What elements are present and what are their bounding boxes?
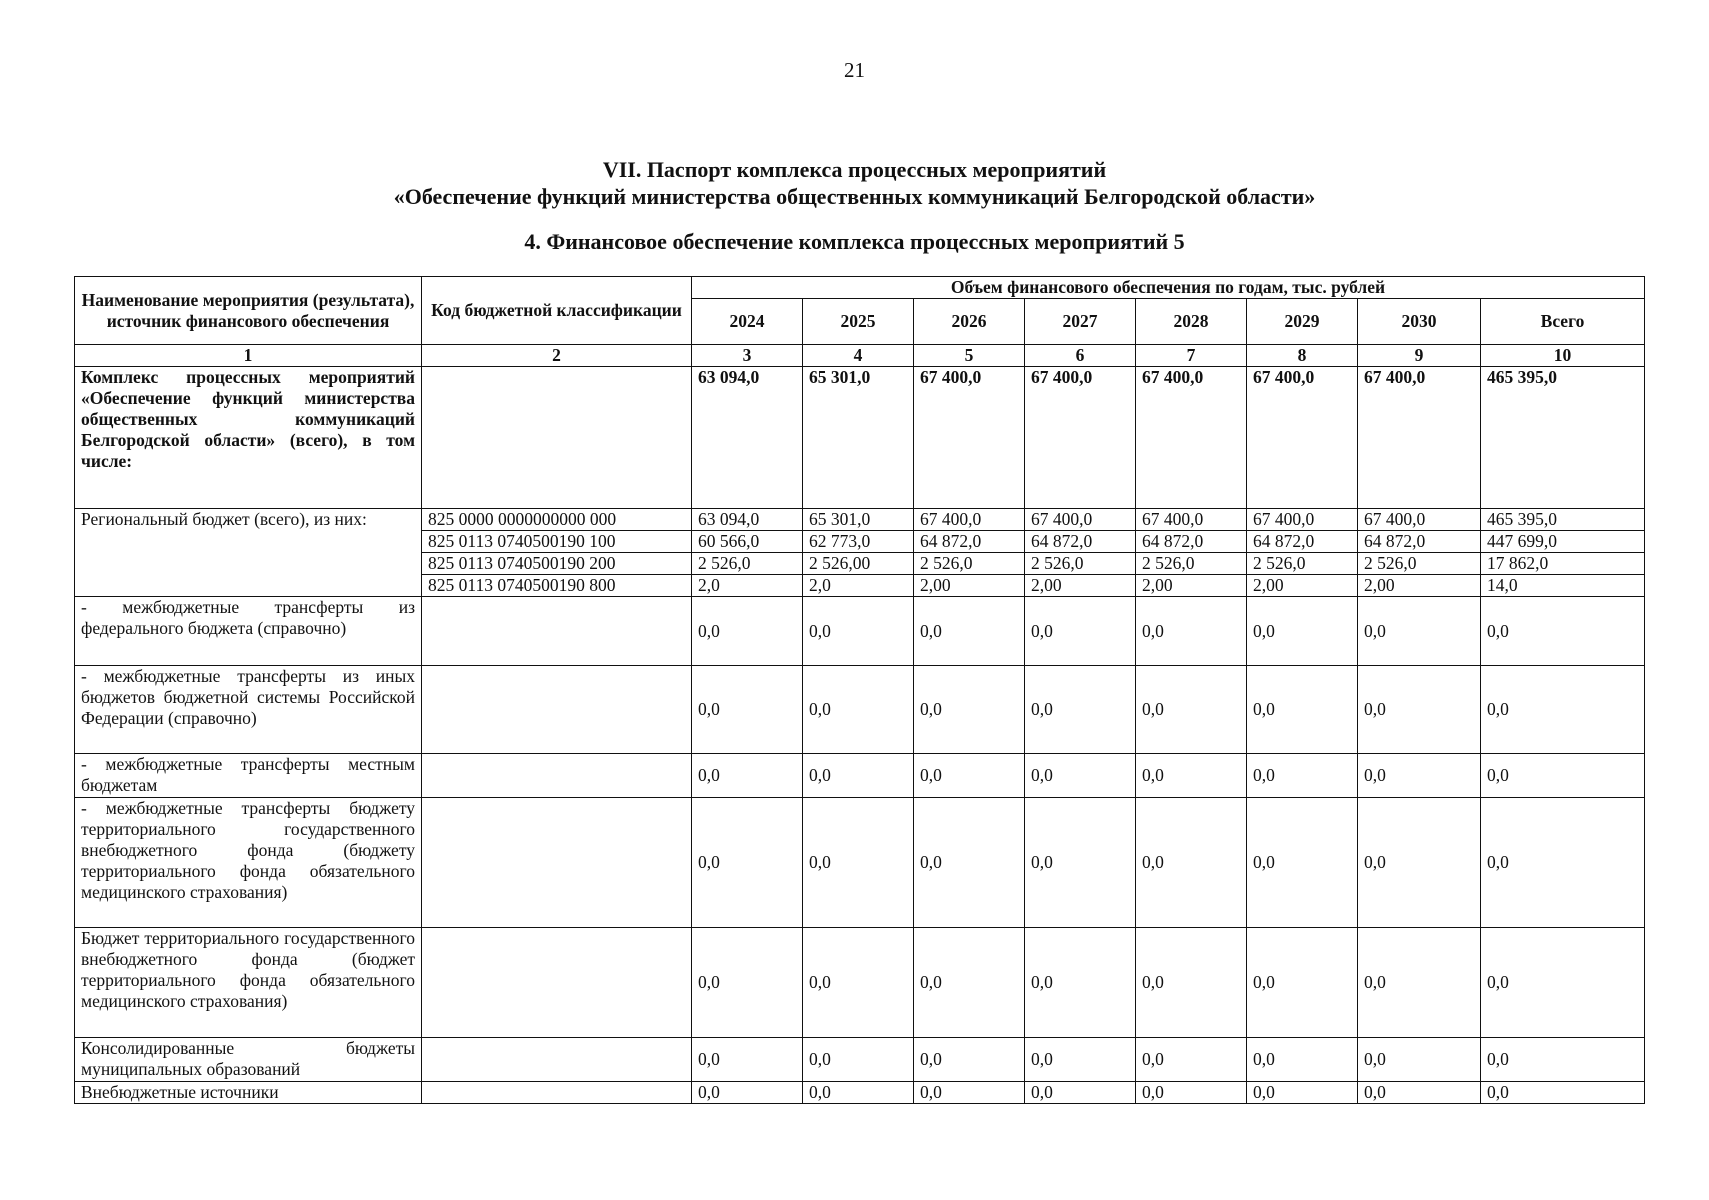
value-cell: 0,0 [1136,666,1247,754]
value-cell: 0,0 [803,666,914,754]
column-index: 10 [1481,345,1645,367]
value-cell: 67 400,0 [914,509,1025,531]
extrabudgetary-code [422,1082,692,1104]
value-cell: 2 526,0 [1247,553,1358,575]
transfer-name: - межбюджетные трансферты бюджету территориального государственного внебюджетного фонда (бюджету территориального фонда обязательного медицинского страхования) [75,798,422,928]
value-cell: 67 400,0 [1358,367,1481,509]
value-cell: 0,0 [692,1082,803,1104]
value-cell: 2 526,00 [803,553,914,575]
value-cell: 0,0 [692,1038,803,1082]
value-cell: 0,0 [1247,798,1358,928]
value-cell: 0,0 [1136,597,1247,666]
budget-code: 825 0113 0740500190 100 [422,531,692,553]
passport-title: VII. Паспорт комплекса процессных мероприятий [602,157,1107,182]
header-year: 2029 [1247,299,1358,345]
value-cell: 0,0 [803,928,914,1038]
transfer-row [75,798,1645,928]
header-year: 2027 [1025,299,1136,345]
value-cell: 0,0 [692,597,803,666]
value-cell: 0,0 [914,597,1025,666]
value-cell: 64 872,0 [1025,531,1136,553]
fund-budget-code [422,928,692,1038]
column-index: 3 [692,345,803,367]
header-year: 2028 [1136,299,1247,345]
value-cell: 64 872,0 [914,531,1025,553]
value-cell: 67 400,0 [914,367,1025,509]
complex-name: Комплекс процессных мероприятий «Обеспечение функций министерства общественных коммуникаций Белгородской области» (всего), в том числе: [75,367,422,509]
total-cell: 447 699,0 [1481,531,1645,553]
column-index: 4 [803,345,914,367]
value-cell: 0,0 [1247,1038,1358,1082]
extrabudgetary-row [75,1082,1645,1104]
value-cell: 2,0 [803,575,914,597]
value-cell: 2 526,0 [692,553,803,575]
value-cell: 0,0 [1025,754,1136,798]
budget-code: 825 0113 0740500190 200 [422,553,692,575]
value-cell: 0,0 [1025,1082,1136,1104]
value-cell: 0,0 [1136,754,1247,798]
value-cell: 0,0 [914,798,1025,928]
value-cell: 0,0 [1247,754,1358,798]
column-index: 8 [1247,345,1358,367]
header-year: 2025 [803,299,914,345]
total-cell: 0,0 [1481,666,1645,754]
value-cell: 0,0 [1025,597,1136,666]
total-cell: 0,0 [1481,1038,1645,1082]
value-cell: 65 301,0 [803,367,914,509]
value-cell: 0,0 [692,928,803,1038]
total-cell: 0,0 [1481,798,1645,928]
header-volume-group: Объем финансового обеспечения по годам, тыс. рублей [692,277,1645,299]
total-cell: 465 395,0 [1481,509,1645,531]
header-total: Всего [1481,299,1645,345]
value-cell: 0,0 [692,666,803,754]
value-cell: 2 526,0 [1358,553,1481,575]
value-cell: 0,0 [1358,666,1481,754]
value-cell: 0,0 [914,1082,1025,1104]
value-cell: 0,0 [1136,798,1247,928]
value-cell: 67 400,0 [1247,509,1358,531]
value-cell: 0,0 [692,798,803,928]
total-cell: 465 395,0 [1481,367,1645,509]
total-cell: 0,0 [1481,1082,1645,1104]
value-cell: 0,0 [914,1038,1025,1082]
transfer-row [75,597,1645,666]
fund-budget-row [75,928,1645,1038]
value-cell: 0,0 [803,597,914,666]
total-cell: 17 862,0 [1481,553,1645,575]
value-cell: 0,0 [692,754,803,798]
transfer-row [75,754,1645,798]
value-cell: 0,0 [1025,798,1136,928]
value-cell: 0,0 [803,798,914,928]
value-cell: 0,0 [1136,1082,1247,1104]
column-index: 2 [422,345,692,367]
budget-code: 825 0000 0000000000 000 [422,509,692,531]
value-cell: 0,0 [803,754,914,798]
value-cell: 0,0 [1025,1038,1136,1082]
value-cell: 0,0 [1247,928,1358,1038]
header-year: 2030 [1358,299,1481,345]
value-cell: 0,0 [1358,928,1481,1038]
financial-table [74,276,1645,1104]
value-cell: 0,0 [914,666,1025,754]
value-cell: 67 400,0 [1025,367,1136,509]
value-cell: 0,0 [803,1038,914,1082]
value-cell: 2 526,0 [914,553,1025,575]
value-cell: 0,0 [1025,928,1136,1038]
value-cell: 64 872,0 [1136,531,1247,553]
total-cell: 0,0 [1481,928,1645,1038]
value-cell: 2 526,0 [1136,553,1247,575]
value-cell: 2,00 [1136,575,1247,597]
extrabudgetary-name: Внебюджетные источники [75,1082,422,1104]
value-cell: 0,0 [1025,666,1136,754]
regional-budget-row [75,509,1645,531]
complex-code [422,367,692,509]
value-cell: 62 773,0 [803,531,914,553]
header-year: 2026 [914,299,1025,345]
fund-budget-name: Бюджет территориального государственного внебюджетного фонда (бюджет территориального фонда обязательного медицинского страхования) [75,928,422,1038]
value-cell: 67 400,0 [1136,509,1247,531]
budget-code: 825 0113 0740500190 800 [422,575,692,597]
column-index: 1 [75,345,422,367]
value-cell: 63 094,0 [692,367,803,509]
value-cell: 2 526,0 [1025,553,1136,575]
value-cell: 67 400,0 [1358,509,1481,531]
value-cell: 63 094,0 [692,509,803,531]
header-name-col: Наименование мероприятия (результата), источник финансового обеспечения [75,277,422,345]
transfer-code [422,798,692,928]
value-cell: 0,0 [1358,798,1481,928]
value-cell: 2,00 [1358,575,1481,597]
value-cell: 0,0 [1247,597,1358,666]
regional-budget-name: Региональный бюджет (всего), из них: [75,509,422,597]
value-cell: 2,00 [1025,575,1136,597]
value-cell: 0,0 [914,928,1025,1038]
value-cell: 64 872,0 [1247,531,1358,553]
value-cell: 65 301,0 [803,509,914,531]
value-cell: 2,00 [1247,575,1358,597]
index-row [75,345,1645,367]
municipal-budgets-name: Консолидированные бюджеты муниципальных образований [75,1038,422,1082]
transfer-code [422,597,692,666]
municipal-budgets-code [422,1038,692,1082]
transfer-code [422,666,692,754]
transfer-code [422,754,692,798]
total-cell: 14,0 [1481,575,1645,597]
value-cell: 64 872,0 [1358,531,1481,553]
value-cell: 67 400,0 [1247,367,1358,509]
transfer-row [75,666,1645,754]
passport-subtitle: «Обеспечение функций министерства общественных коммуникаций Белгородской области» [393,184,1316,209]
transfer-name: - межбюджетные трансферты из иных бюджетов бюджетной системы Российской Федерации (справочно) [75,666,422,754]
municipal-budgets-row [75,1038,1645,1082]
value-cell: 0,0 [1358,1082,1481,1104]
value-cell: 0,0 [803,1082,914,1104]
value-cell: 0,0 [1136,928,1247,1038]
transfer-name: - межбюджетные трансферты из федерального бюджета (справочно) [75,597,422,666]
value-cell: 0,0 [1247,666,1358,754]
section-title: 4. Финансовое обеспечение комплекса процессных мероприятий 5 [524,229,1185,254]
value-cell: 0,0 [1358,597,1481,666]
column-index: 5 [914,345,1025,367]
header-year: 2024 [692,299,803,345]
column-index: 6 [1025,345,1136,367]
value-cell: 0,0 [1136,1038,1247,1082]
value-cell: 60 566,0 [692,531,803,553]
value-cell: 2,0 [692,575,803,597]
transfer-name: - межбюджетные трансферты местным бюджетам [75,754,422,798]
value-cell: 0,0 [1247,1082,1358,1104]
total-cell: 0,0 [1481,597,1645,666]
value-cell: 0,0 [1358,1038,1481,1082]
header-row-1 [75,277,1645,299]
column-index: 9 [1358,345,1481,367]
value-cell: 67 400,0 [1136,367,1247,509]
total-cell: 0,0 [1481,754,1645,798]
value-cell: 67 400,0 [1025,509,1136,531]
header-code-col: Код бюджетной классификации [422,277,692,345]
value-cell: 0,0 [914,754,1025,798]
page-number: 21 [844,58,865,82]
value-cell: 2,00 [914,575,1025,597]
column-index: 7 [1136,345,1247,367]
complex-total-row [75,367,1645,509]
value-cell: 0,0 [1358,754,1481,798]
